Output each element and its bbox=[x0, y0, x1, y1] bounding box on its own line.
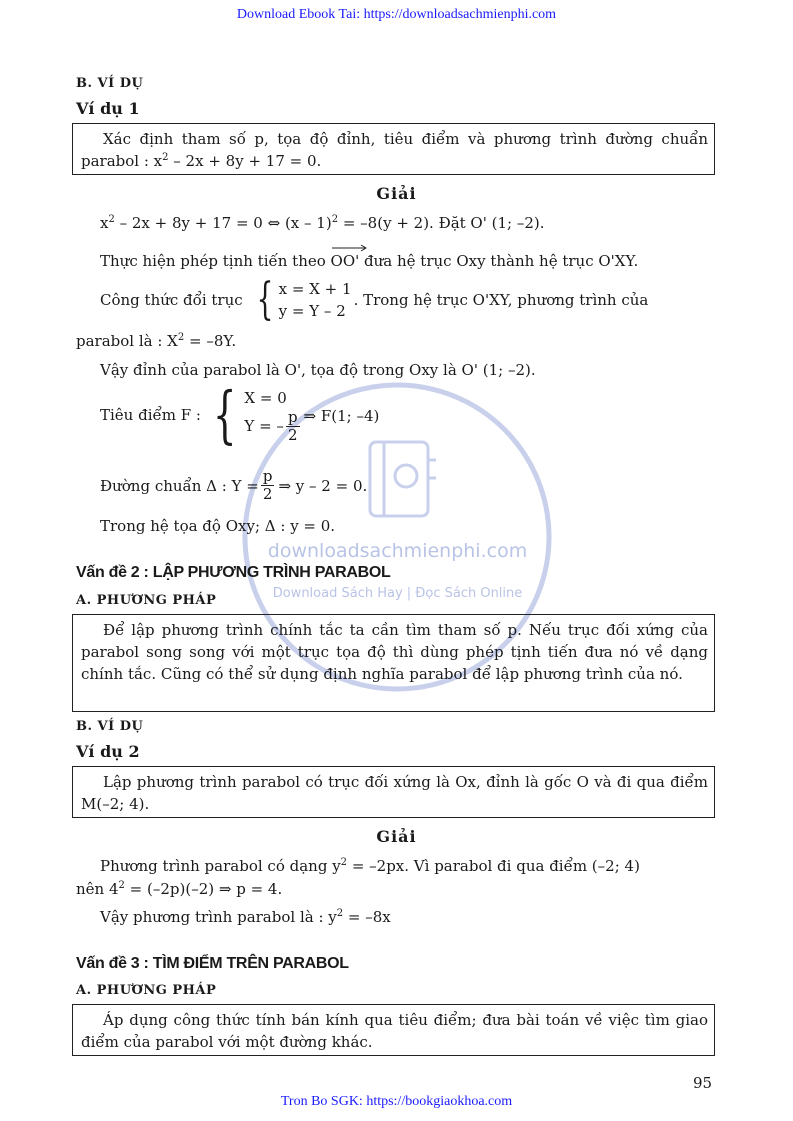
page-number: 95 bbox=[693, 1074, 713, 1092]
solution-heading-1: Giải bbox=[376, 184, 417, 203]
section-2-title: Vấn đề 2 : LẬP PHƯƠNG TRÌNH PARABOL bbox=[76, 564, 391, 581]
axis-change-system: { x = X + 1 y = Y – 2 bbox=[256, 274, 352, 325]
example-1-problem: Xác định tham số p, tọa độ đỉnh, tiêu điểm và phương trình đường chuẩn parabol : $x^2 - 2x + 8y + 17 = 0$. bbox=[81, 130, 708, 170]
method-2-box bbox=[72, 614, 715, 712]
watermark-subtitle: Download Sách Hay | Đọc Sách Online bbox=[272, 586, 523, 601]
method-heading-2: A. PHƯƠNG PHÁP bbox=[76, 593, 217, 608]
watermark-title: downloadsachmienphi.com bbox=[267, 540, 528, 562]
example-1-title: Ví dụ 1 bbox=[76, 99, 140, 118]
book-icon bbox=[370, 442, 436, 516]
method-heading-3: A. PHƯƠNG PHÁP bbox=[76, 983, 217, 998]
example-2-title: Ví dụ 2 bbox=[76, 742, 140, 761]
fraction-p-over-2: $\frac{p}{2}$ bbox=[262, 467, 273, 503]
method-3-box bbox=[72, 1004, 715, 1056]
vidu-heading-1: B. VÍ DỤ bbox=[76, 76, 144, 91]
section-3-title: Vấn đề 3 : TÌM ĐIỂM TRÊN PARABOL bbox=[76, 955, 349, 972]
example-2-problem-box bbox=[72, 766, 715, 818]
solution-1-line-5: Vậy đỉnh của parabol là O', tọa độ trong Oxy là O' (1; –2). bbox=[100, 361, 536, 379]
fraction-p-over-2: $\frac{p}{2}$ bbox=[287, 407, 298, 444]
solution-1-line-4: parabol là : $X^2 = -8Y$. bbox=[76, 332, 237, 350]
solution-1-focus: Tiêu điểm F : { X = 0 Y = – $\frac{p}{2}$ ⇒ F(1; –4) bbox=[100, 378, 380, 451]
vector-oo-prime: OO' bbox=[331, 250, 360, 272]
example-2-problem: Lập phương trình parabol có trục đối xứng là Ox, đỉnh là gốc O và đi qua điểm M(–2; 4). bbox=[81, 773, 708, 813]
method-2-text: Để lập phương trình chính tắc ta cần tìm tham số p. Nếu trục đối xứng của parabol song song với một trục tọa độ thì dùng phép tịnh tiến đưa nó về dạng chính tắc. Cũng có thể sử dụng định nghĩa parabol để lập phương trình của nó. bbox=[81, 621, 708, 683]
footer-sgk-link[interactable]: Tron Bo SGK: https://bookgiaokhoa.com bbox=[280, 1094, 513, 1109]
method-3-text: Áp dụng công thức tính bán kính qua tiêu điểm; đưa bài toán về việc tìm giao điểm của parabol với một đường khác. bbox=[81, 1011, 708, 1051]
solution-1-line-1: $x^2 - 2x + 8y + 17 = 0$ ⇔ (x – 1)$^2$ = –8(y + 2). Đặt O' (1; –2). bbox=[100, 214, 545, 232]
solution-1-line-2: Thực hiện phép tịnh tiến theo OO' đưa hệ trục Oxy thành hệ trục O'XY. bbox=[100, 250, 638, 272]
header-download-link[interactable]: Download Ebook Tai: https://downloadsachmienphi.com bbox=[236, 7, 557, 22]
solution-2-line-3: Vậy phương trình parabol là : $y^2 = -8x$ bbox=[100, 908, 391, 926]
solution-2-line-2: nên $4^2 = (-2p)(-2)$ ⇒ p = 4. bbox=[76, 880, 283, 898]
solution-1-directrix: Đường chuẩn Δ : Y = $\frac{p}{2}$ ⇒ y – 2 = 0. bbox=[100, 467, 368, 503]
solution-heading-2: Giải bbox=[376, 827, 417, 846]
solution-2-line-1: Phương trình parabol có dạng $y^2 = -2px$. Vì parabol đi qua điểm (–2; 4) bbox=[100, 857, 640, 875]
example-1-problem-box bbox=[72, 123, 715, 175]
solution-1-line-3: Công thức đổi trục { x = X + 1 y = Y – 2 . Trong hệ trục O'XY, phương trình của bbox=[100, 274, 649, 325]
vidu-heading-2: B. VÍ DỤ bbox=[76, 719, 144, 734]
solution-1-line-8: Trong hệ tọa độ Oxy; Δ : y = 0. bbox=[100, 517, 336, 535]
